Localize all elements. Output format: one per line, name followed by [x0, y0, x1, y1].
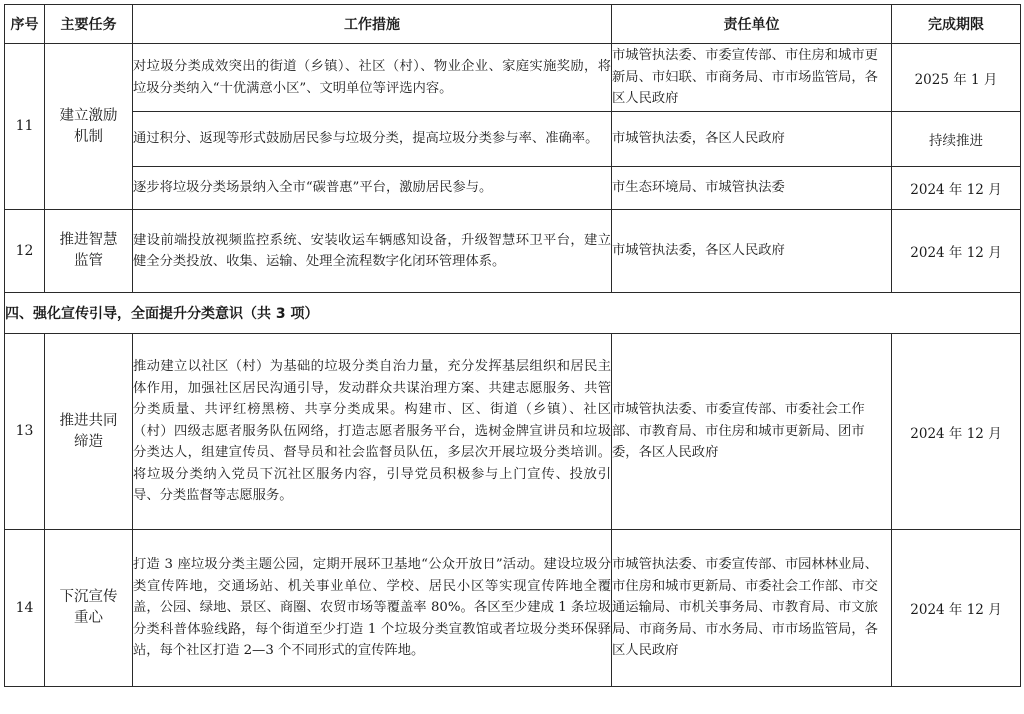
row-deadline: 2024 年 12 月: [892, 530, 1021, 687]
row-task: 推进智慧监管: [45, 210, 133, 293]
row-no: 13: [5, 334, 45, 530]
header-no: 序号: [5, 5, 45, 44]
header-task: 主要任务: [45, 5, 133, 44]
section-row: [5, 293, 1021, 334]
task-table: [4, 4, 1021, 687]
row-task: 建立激励机制: [45, 44, 133, 210]
header-row: [5, 5, 1021, 44]
table-row: [5, 44, 1021, 112]
row-measure: 推动建立以社区（村）为基础的垃圾分类自治力量，充分发挥基层组织和居民主体作用，加强社区居民沟通引导，发动群众共谋治理方案、共建志愿服务、共管分类质量、共评红榜黑榜、共享分类成果。构建市、区、街道（乡镇）、社区（村）四级志愿者服务队伍网络，打造志愿者服务平台，选树金牌宣讲员和垃圾分类达人，组建宣传员、督导员和社会监督员队伍，多层次开展垃圾分类培训。将垃圾分类纳入党员下沉社区服务内容，引导党员积极参与上门宣传、投放引导、分类监督等志愿服务。: [133, 334, 612, 530]
row-no: 12: [5, 210, 45, 293]
row-task: 推进共同缔造: [45, 334, 133, 530]
table-row: [5, 112, 1021, 167]
row-measure: 对垃圾分类成效突出的街道（乡镇）、社区（村）、物业企业、家庭实施奖励，将垃圾分类纳入“十优满意小区”、文明单位等评选内容。: [133, 44, 612, 112]
row-unit: 市城管执法委、市委宣传部、市住房和城市更新局、市妇联、市商务局、市市场监管局，各区人民政府: [612, 44, 892, 112]
row-deadline: 持续推进: [892, 112, 1021, 167]
row-deadline: 2025 年 1 月: [892, 44, 1021, 112]
row-unit: 市城管执法委，各区人民政府: [612, 112, 892, 167]
row-no: 14: [5, 530, 45, 687]
row-unit: 市城管执法委、市委宣传部、市园林林业局、市住房和城市更新局、市委社会工作部、市交通运输局、市机关事务局、市教育局、市文旅局、市商务局、市水务局、市市场监管局，各区人民政府: [612, 530, 892, 687]
row-unit: 市城管执法委，各区人民政府: [612, 210, 892, 293]
row-measure: 打造 3 座垃圾分类主题公园，定期开展环卫基地“公众开放日”活动。建设垃圾分类宣传阵地，交通场站、机关事业单位、学校、居民小区等实现宣传阵地全覆盖，公园、绿地、景区、商圈、农贸市场等覆盖率 80%。各区至少建成 1 条垃圾分类科普体验线路，每个街道至少打造 1 个垃圾分类宣教馆或者垃圾分类环保驿站，每个社区打造 2—3 个不同形式的宣传阵地。: [133, 530, 612, 687]
row-deadline: 2024 年 12 月: [892, 334, 1021, 530]
row-measure: 建设前端投放视频监控系统、安装收运车辆感知设备，升级智慧环卫平台，建立健全分类投放、收集、运输、处理全流程数字化闭环管理体系。: [133, 210, 612, 293]
table-row: [5, 167, 1021, 210]
table-row: [5, 334, 1021, 530]
row-measure: 通过积分、返现等形式鼓励居民参与垃圾分类，提高垃圾分类参与率、准确率。: [133, 112, 612, 167]
header-deadline: 完成期限: [892, 5, 1021, 44]
section-title: 四、强化宣传引导，全面提升分类意识（共 3 项）: [5, 293, 1021, 334]
row-unit: 市生态环境局、市城管执法委: [612, 167, 892, 210]
row-no: 11: [5, 44, 45, 210]
row-deadline: 2024 年 12 月: [892, 167, 1021, 210]
table-row: [5, 210, 1021, 293]
row-task: 下沉宣传重心: [45, 530, 133, 687]
row-unit: 市城管执法委、市委宣传部、市委社会工作部、市教育局、市住房和城市更新局、团市委，各区人民政府: [612, 334, 892, 530]
header-unit: 责任单位: [612, 5, 892, 44]
table-row: [5, 530, 1021, 687]
row-measure: 逐步将垃圾分类场景纳入全市“碳普惠”平台，激励居民参与。: [133, 167, 612, 210]
header-measures: 工作措施: [133, 5, 612, 44]
row-deadline: 2024 年 12 月: [892, 210, 1021, 293]
